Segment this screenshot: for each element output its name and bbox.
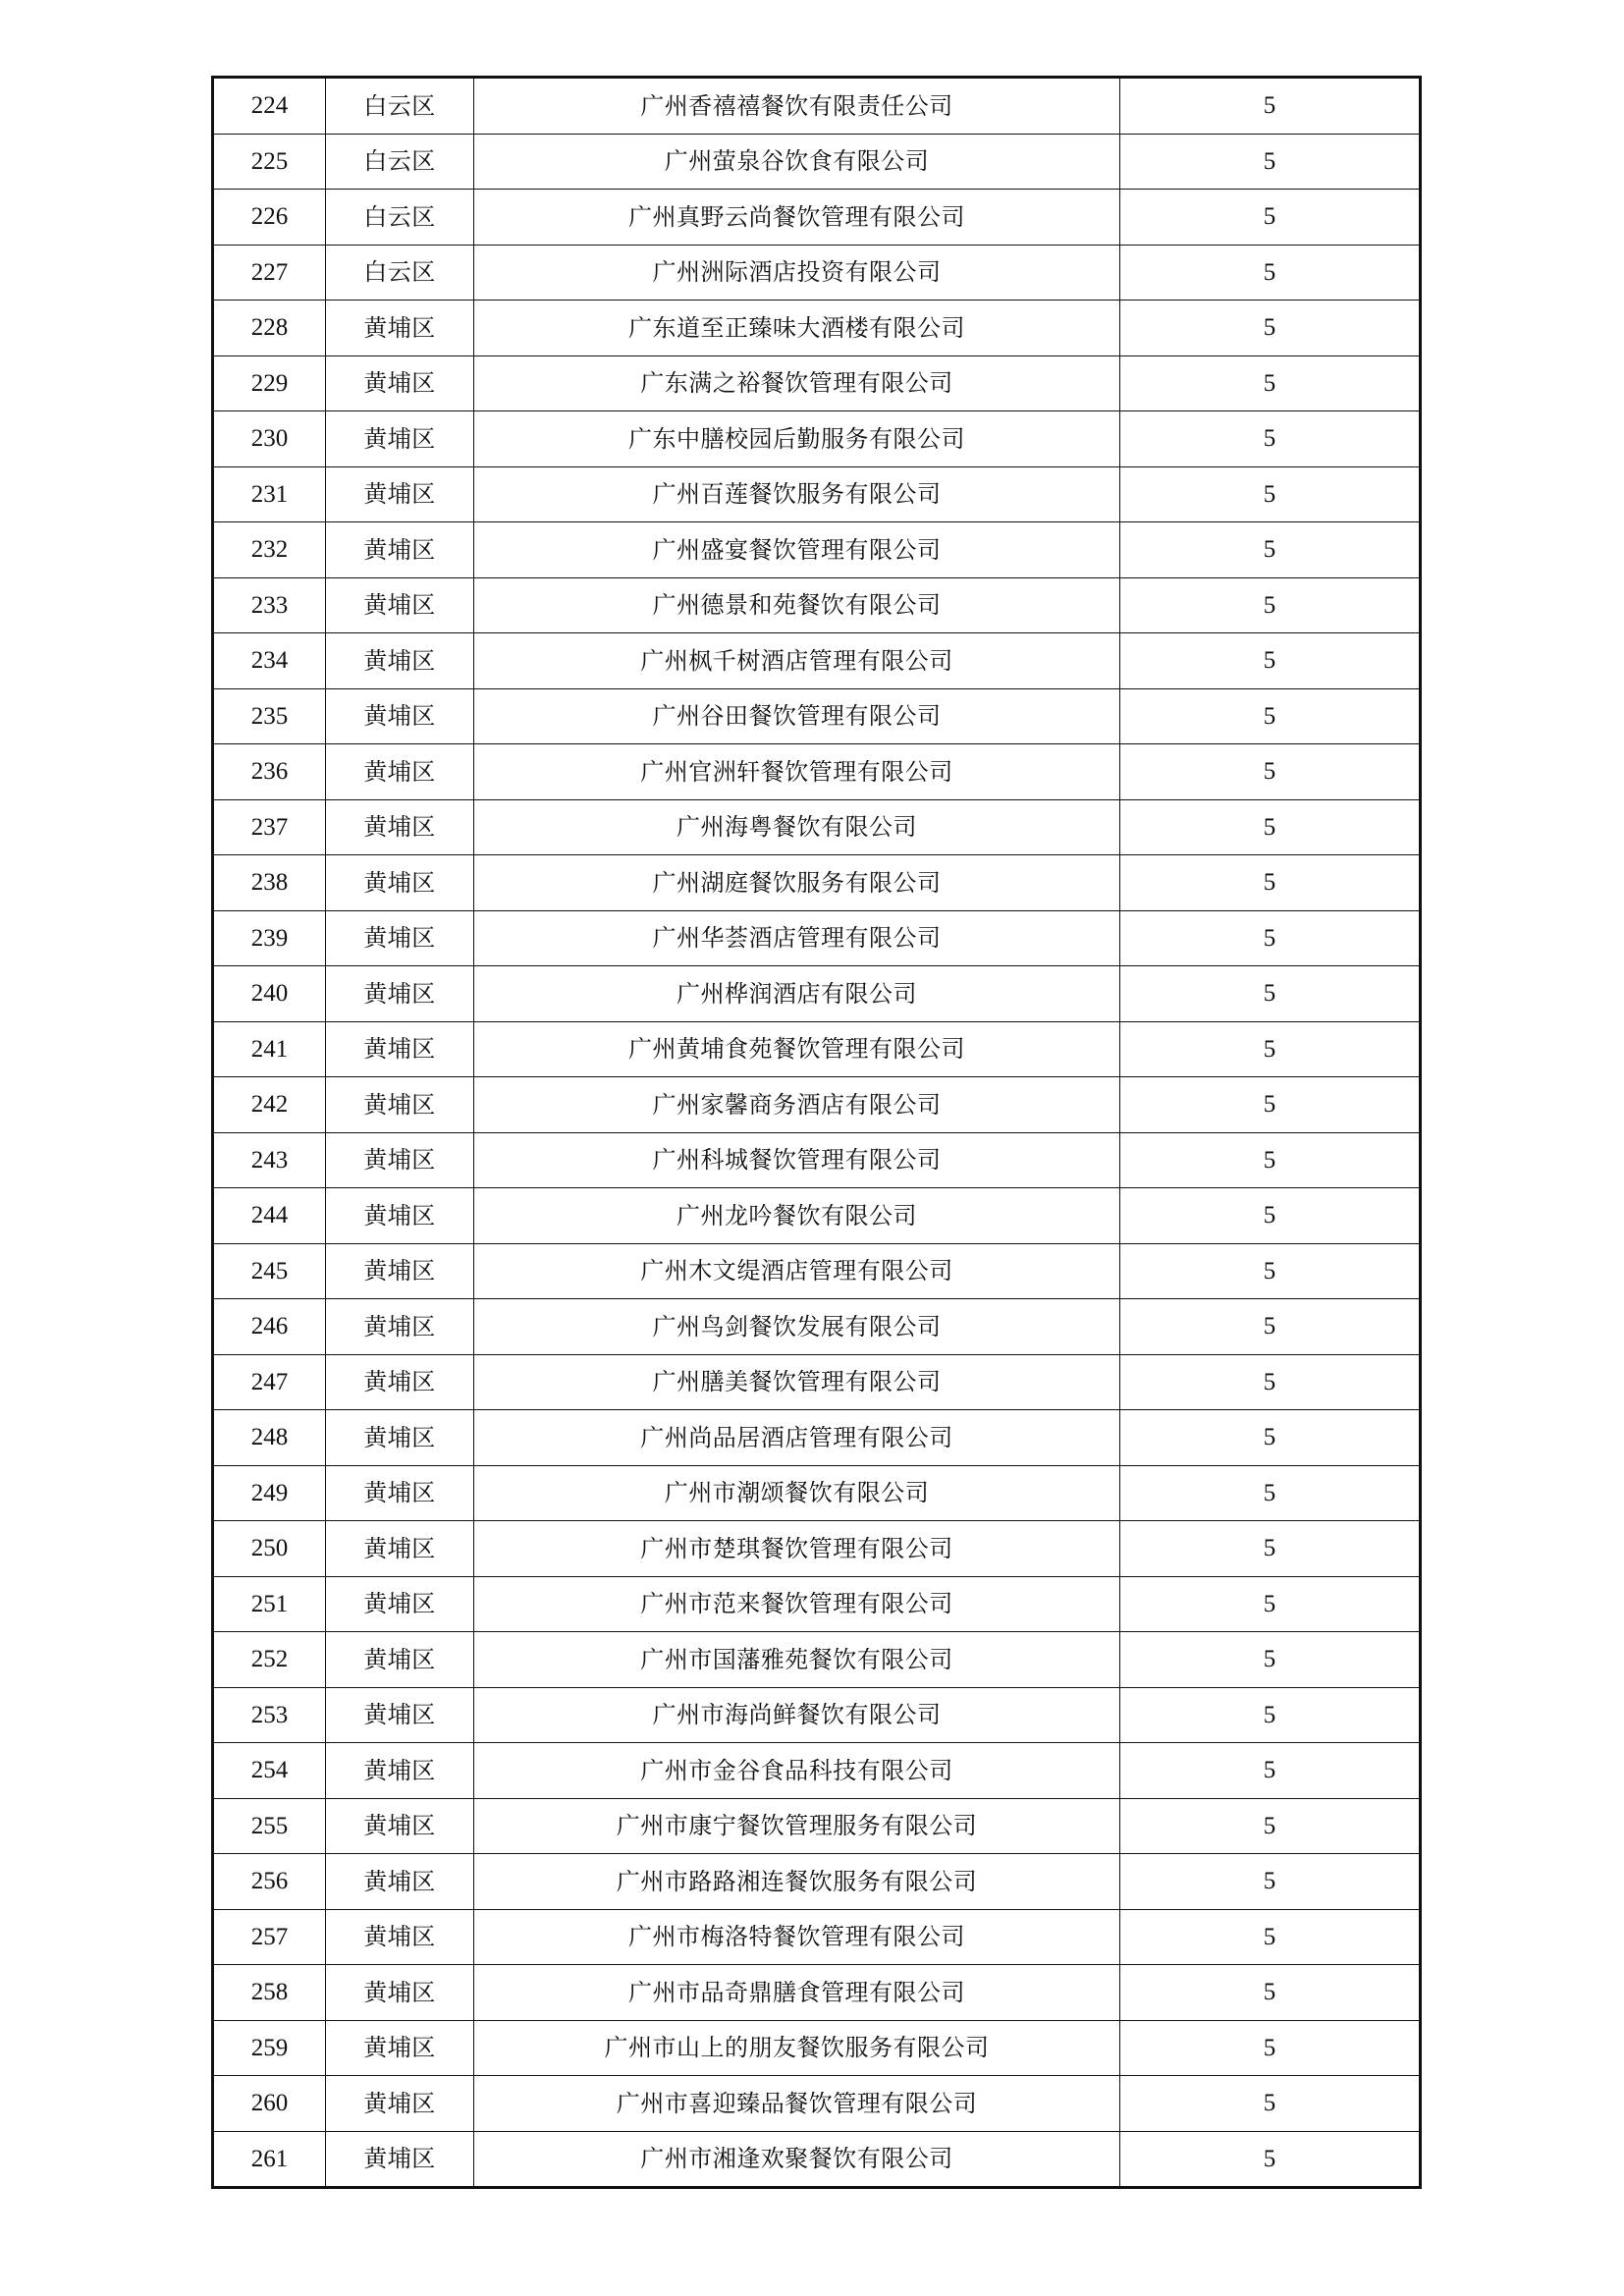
district-cell: 黄埔区 — [326, 355, 474, 411]
table-row — [213, 245, 1421, 301]
score-cell: 5 — [1120, 2131, 1421, 2188]
score-cell: 5 — [1120, 1188, 1421, 1244]
row-number: 231 — [213, 466, 326, 522]
score-cell: 5 — [1120, 688, 1421, 744]
district-cell: 黄埔区 — [326, 1687, 474, 1743]
row-number: 241 — [213, 1021, 326, 1077]
district-cell: 黄埔区 — [326, 855, 474, 911]
company-name-cell: 广州市梅洛特餐饮管理有限公司 — [474, 1909, 1120, 1965]
score-cell: 5 — [1120, 1521, 1421, 1577]
district-cell: 黄埔区 — [326, 910, 474, 966]
row-number: 252 — [213, 1632, 326, 1688]
table-row — [213, 2020, 1421, 2076]
score-cell: 5 — [1120, 633, 1421, 689]
score-cell: 5 — [1120, 1687, 1421, 1743]
row-number: 254 — [213, 1743, 326, 1799]
company-name-cell: 广州市康宁餐饮管理服务有限公司 — [474, 1798, 1120, 1854]
score-cell: 5 — [1120, 744, 1421, 800]
company-name-cell: 广州市湘逢欢聚餐饮有限公司 — [474, 2131, 1120, 2188]
company-name-cell: 广州市喜迎臻品餐饮管理有限公司 — [474, 2076, 1120, 2132]
row-number: 258 — [213, 1965, 326, 2021]
company-name-cell: 广州谷田餐饮管理有限公司 — [474, 688, 1120, 744]
score-cell: 5 — [1120, 245, 1421, 301]
score-cell: 5 — [1120, 355, 1421, 411]
district-cell: 白云区 — [326, 245, 474, 301]
score-cell: 5 — [1120, 1410, 1421, 1466]
row-number: 233 — [213, 577, 326, 633]
score-cell: 5 — [1120, 190, 1421, 246]
district-cell: 黄埔区 — [326, 1410, 474, 1466]
table-row — [213, 633, 1421, 689]
table-row — [213, 688, 1421, 744]
row-number: 245 — [213, 1243, 326, 1299]
row-number: 236 — [213, 744, 326, 800]
district-cell: 黄埔区 — [326, 1299, 474, 1355]
table-row — [213, 1410, 1421, 1466]
row-number: 224 — [213, 78, 326, 135]
district-cell: 黄埔区 — [326, 411, 474, 467]
company-name-cell: 广州华荟酒店管理有限公司 — [474, 910, 1120, 966]
score-cell: 5 — [1120, 1798, 1421, 1854]
row-number: 247 — [213, 1354, 326, 1410]
row-number: 228 — [213, 301, 326, 356]
score-cell: 5 — [1120, 1465, 1421, 1521]
district-cell: 黄埔区 — [326, 522, 474, 578]
row-number: 230 — [213, 411, 326, 467]
row-number: 260 — [213, 2076, 326, 2132]
district-cell: 黄埔区 — [326, 688, 474, 744]
row-number: 261 — [213, 2131, 326, 2188]
row-number: 256 — [213, 1854, 326, 1910]
row-number: 240 — [213, 966, 326, 1022]
table-row — [213, 355, 1421, 411]
district-cell: 黄埔区 — [326, 1188, 474, 1244]
table-row — [213, 2076, 1421, 2132]
company-name-cell: 广州盛宴餐饮管理有限公司 — [474, 522, 1120, 578]
district-cell: 黄埔区 — [326, 1465, 474, 1521]
row-number: 242 — [213, 1077, 326, 1133]
company-name-cell: 广州市金谷食品科技有限公司 — [474, 1743, 1120, 1799]
row-number: 249 — [213, 1465, 326, 1521]
score-cell: 5 — [1120, 134, 1421, 190]
company-name-cell: 广州市潮颂餐饮有限公司 — [474, 1465, 1120, 1521]
company-name-cell: 广州官洲轩餐饮管理有限公司 — [474, 744, 1120, 800]
company-name-cell: 广州真野云尚餐饮管理有限公司 — [474, 190, 1120, 246]
table-row — [213, 799, 1421, 855]
company-name-cell: 广州龙吟餐饮有限公司 — [474, 1188, 1120, 1244]
table-row — [213, 1521, 1421, 1577]
district-cell: 黄埔区 — [326, 1077, 474, 1133]
table-row — [213, 577, 1421, 633]
district-cell: 白云区 — [326, 78, 474, 135]
district-cell: 黄埔区 — [326, 301, 474, 356]
district-cell: 黄埔区 — [326, 466, 474, 522]
table-row — [213, 1132, 1421, 1188]
district-cell: 黄埔区 — [326, 2076, 474, 2132]
company-name-cell: 广州木文缇酒店管理有限公司 — [474, 1243, 1120, 1299]
company-name-cell: 广州膳美餐饮管理有限公司 — [474, 1354, 1120, 1410]
table-row — [213, 1576, 1421, 1632]
row-number: 238 — [213, 855, 326, 911]
company-name-cell: 广州湖庭餐饮服务有限公司 — [474, 855, 1120, 911]
company-name-cell: 广州香禧禧餐饮有限责任公司 — [474, 78, 1120, 135]
company-name-cell: 广州市楚琪餐饮管理有限公司 — [474, 1521, 1120, 1577]
company-name-cell: 广东道至正臻味大酒楼有限公司 — [474, 301, 1120, 356]
table-row — [213, 1465, 1421, 1521]
company-name-cell: 广州萤泉谷饮食有限公司 — [474, 134, 1120, 190]
district-cell: 黄埔区 — [326, 1632, 474, 1688]
table-row — [213, 1632, 1421, 1688]
company-name-cell: 广州德景和苑餐饮有限公司 — [474, 577, 1120, 633]
company-name-cell: 广州枫千树酒店管理有限公司 — [474, 633, 1120, 689]
score-cell: 5 — [1120, 799, 1421, 855]
row-number: 250 — [213, 1521, 326, 1577]
score-cell: 5 — [1120, 1965, 1421, 2021]
district-cell: 白云区 — [326, 190, 474, 246]
company-rating-table — [211, 76, 1422, 2189]
score-cell: 5 — [1120, 1354, 1421, 1410]
table-row — [213, 1798, 1421, 1854]
row-number: 251 — [213, 1576, 326, 1632]
company-name-cell: 广州市国藩雅苑餐饮有限公司 — [474, 1632, 1120, 1688]
table-row — [213, 466, 1421, 522]
district-cell: 黄埔区 — [326, 966, 474, 1022]
company-name-cell: 广州科城餐饮管理有限公司 — [474, 1132, 1120, 1188]
table-row — [213, 1299, 1421, 1355]
score-cell: 5 — [1120, 577, 1421, 633]
district-cell: 黄埔区 — [326, 1021, 474, 1077]
table-row — [213, 1965, 1421, 2021]
company-name-cell: 广州家馨商务酒店有限公司 — [474, 1077, 1120, 1133]
district-cell: 黄埔区 — [326, 1909, 474, 1965]
row-number: 234 — [213, 633, 326, 689]
district-cell: 黄埔区 — [326, 633, 474, 689]
company-name-cell: 广州市路路湘连餐饮服务有限公司 — [474, 1854, 1120, 1910]
table-row — [213, 855, 1421, 911]
score-cell: 5 — [1120, 1909, 1421, 1965]
company-name-cell: 广州尚品居酒店管理有限公司 — [474, 1410, 1120, 1466]
table-row — [213, 1354, 1421, 1410]
row-number: 259 — [213, 2020, 326, 2076]
table-row — [213, 301, 1421, 356]
district-cell: 黄埔区 — [326, 1743, 474, 1799]
district-cell: 黄埔区 — [326, 1243, 474, 1299]
row-number: 237 — [213, 799, 326, 855]
row-number: 229 — [213, 355, 326, 411]
company-name-cell: 广州市品奇鼎膳食管理有限公司 — [474, 1965, 1120, 2021]
score-cell: 5 — [1120, 2076, 1421, 2132]
district-cell: 黄埔区 — [326, 1854, 474, 1910]
row-number: 227 — [213, 245, 326, 301]
company-name-cell: 广州市范来餐饮管理有限公司 — [474, 1576, 1120, 1632]
table-row — [213, 411, 1421, 467]
score-cell: 5 — [1120, 855, 1421, 911]
district-cell: 黄埔区 — [326, 577, 474, 633]
company-name-cell: 广州洲际酒店投资有限公司 — [474, 245, 1120, 301]
company-name-cell: 广州百莲餐饮服务有限公司 — [474, 466, 1120, 522]
table-row — [213, 134, 1421, 190]
score-cell: 5 — [1120, 411, 1421, 467]
score-cell: 5 — [1120, 1077, 1421, 1133]
table-row — [213, 522, 1421, 578]
district-cell: 黄埔区 — [326, 1354, 474, 1410]
score-cell: 5 — [1120, 966, 1421, 1022]
score-cell: 5 — [1120, 2020, 1421, 2076]
district-cell: 黄埔区 — [326, 1521, 474, 1577]
row-number: 253 — [213, 1687, 326, 1743]
score-cell: 5 — [1120, 1576, 1421, 1632]
company-name-cell: 广州鸟剑餐饮发展有限公司 — [474, 1299, 1120, 1355]
row-number: 239 — [213, 910, 326, 966]
district-cell: 黄埔区 — [326, 1798, 474, 1854]
table-row — [213, 2131, 1421, 2188]
score-cell: 5 — [1120, 1021, 1421, 1077]
score-cell: 5 — [1120, 522, 1421, 578]
company-name-cell: 广东满之裕餐饮管理有限公司 — [474, 355, 1120, 411]
row-number: 248 — [213, 1410, 326, 1466]
company-name-cell: 广州黄埔食苑餐饮管理有限公司 — [474, 1021, 1120, 1077]
score-cell: 5 — [1120, 1632, 1421, 1688]
district-cell: 黄埔区 — [326, 1132, 474, 1188]
row-number: 255 — [213, 1798, 326, 1854]
table-row — [213, 1188, 1421, 1244]
district-cell: 黄埔区 — [326, 744, 474, 800]
table-row — [213, 966, 1421, 1022]
score-cell: 5 — [1120, 1132, 1421, 1188]
table-row — [213, 744, 1421, 800]
score-cell: 5 — [1120, 910, 1421, 966]
table-row — [213, 1243, 1421, 1299]
table-row — [213, 1021, 1421, 1077]
row-number: 246 — [213, 1299, 326, 1355]
company-name-cell: 广东中膳校园后勤服务有限公司 — [474, 411, 1120, 467]
table-row — [213, 1687, 1421, 1743]
company-name-cell: 广州市山上的朋友餐饮服务有限公司 — [474, 2020, 1120, 2076]
district-cell: 黄埔区 — [326, 1576, 474, 1632]
district-cell: 白云区 — [326, 134, 474, 190]
table-row — [213, 1743, 1421, 1799]
score-cell: 5 — [1120, 1854, 1421, 1910]
score-cell: 5 — [1120, 301, 1421, 356]
row-number: 232 — [213, 522, 326, 578]
table-row — [213, 78, 1421, 135]
score-cell: 5 — [1120, 466, 1421, 522]
district-cell: 黄埔区 — [326, 2020, 474, 2076]
company-name-cell: 广州市海尚鲜餐饮有限公司 — [474, 1687, 1120, 1743]
row-number: 257 — [213, 1909, 326, 1965]
row-number: 235 — [213, 688, 326, 744]
score-cell: 5 — [1120, 1243, 1421, 1299]
row-number: 226 — [213, 190, 326, 246]
company-name-cell: 广州海粤餐饮有限公司 — [474, 799, 1120, 855]
table-row — [213, 190, 1421, 246]
table-row — [213, 1854, 1421, 1910]
score-cell: 5 — [1120, 78, 1421, 135]
district-cell: 黄埔区 — [326, 799, 474, 855]
row-number: 225 — [213, 134, 326, 190]
table-row — [213, 1077, 1421, 1133]
row-number: 244 — [213, 1188, 326, 1244]
table-body — [213, 78, 1421, 2188]
table-row — [213, 1909, 1421, 1965]
company-name-cell: 广州桦润酒店有限公司 — [474, 966, 1120, 1022]
score-cell: 5 — [1120, 1743, 1421, 1799]
district-cell: 黄埔区 — [326, 2131, 474, 2188]
row-number: 243 — [213, 1132, 326, 1188]
table-row — [213, 910, 1421, 966]
score-cell: 5 — [1120, 1299, 1421, 1355]
district-cell: 黄埔区 — [326, 1965, 474, 2021]
